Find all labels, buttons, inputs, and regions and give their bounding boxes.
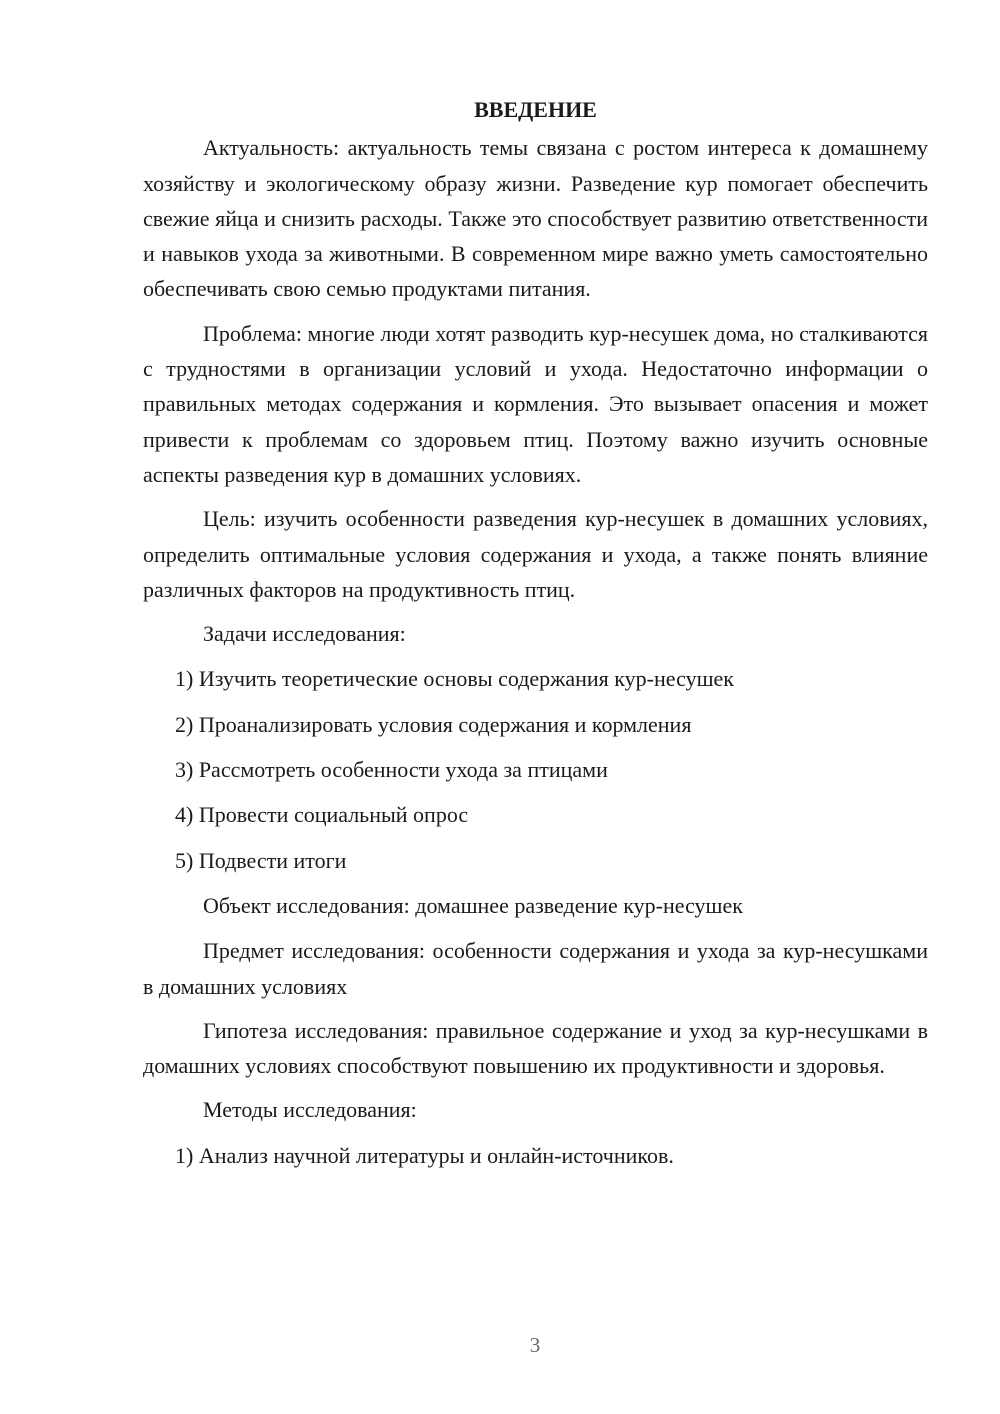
- task-item-3: 3) Рассмотреть особенности ухода за птицами: [175, 757, 608, 783]
- page-number: 3: [529, 1333, 541, 1357]
- relevance-paragraph: Актуальность: актуальность темы связана с ростом интереса к домашнему хозяйству и экологическому образу жизни. Разведение кур помогает обеспечить свежие яйца и снизить расходы. Также это способствует развитию ответственности и навыков ухода за животными. В современном мире важно уметь самостоятельно обеспечивать свою семью продуктами питания.: [143, 135, 928, 302]
- goal-paragraph: Цель: изучить особенности разведения кур-несушек в домашних условиях, определить оптимальные условия содержания и ухода, а также понять влияние различных факторов на продуктивность птиц.: [143, 506, 928, 602]
- subject-paragraph: Предмет исследования: особенности содержания и ухода за кур-несушками в домашних условиях: [143, 938, 928, 999]
- task-item-5: 5) Подвести итоги: [175, 847, 347, 873]
- document-title: ВВЕДЕНИЕ: [474, 97, 597, 122]
- task-item-4: 4) Провести социальный опрос: [175, 802, 469, 828]
- method-item-1: 1) Анализ научной литературы и онлайн-источников.: [175, 1142, 674, 1168]
- tasks-heading: Задачи исследования:: [203, 621, 406, 647]
- problem-paragraph: Проблема: многие люди хотят разводить кур-несушек дома, но сталкиваются с трудностями в организации условий и ухода. Недостаточно информации о правильных методах содержания и кормления. Это вызывает опасения и может привести к проблемам со здоровьем птиц. Поэтому важно изучить основные аспекты разведения кур в домашних условиях.: [143, 320, 928, 487]
- methods-heading: Методы исследования:: [203, 1097, 417, 1123]
- document-page: [143, 92, 928, 1183]
- task-item-2: 2) Проанализировать условия содержания и кормления: [175, 711, 692, 737]
- hypothesis-paragraph: Гипотеза исследования: правильное содержание и уход за кур-несушками в домашних условиях способствуют повышению их продуктивности и здоровья.: [143, 1017, 928, 1079]
- task-item-1: 1) Изучить теоретические основы содержания кур-несушек: [175, 666, 734, 692]
- object-line: Объект исследования: домашнее разведение кур-несушек: [203, 892, 743, 918]
